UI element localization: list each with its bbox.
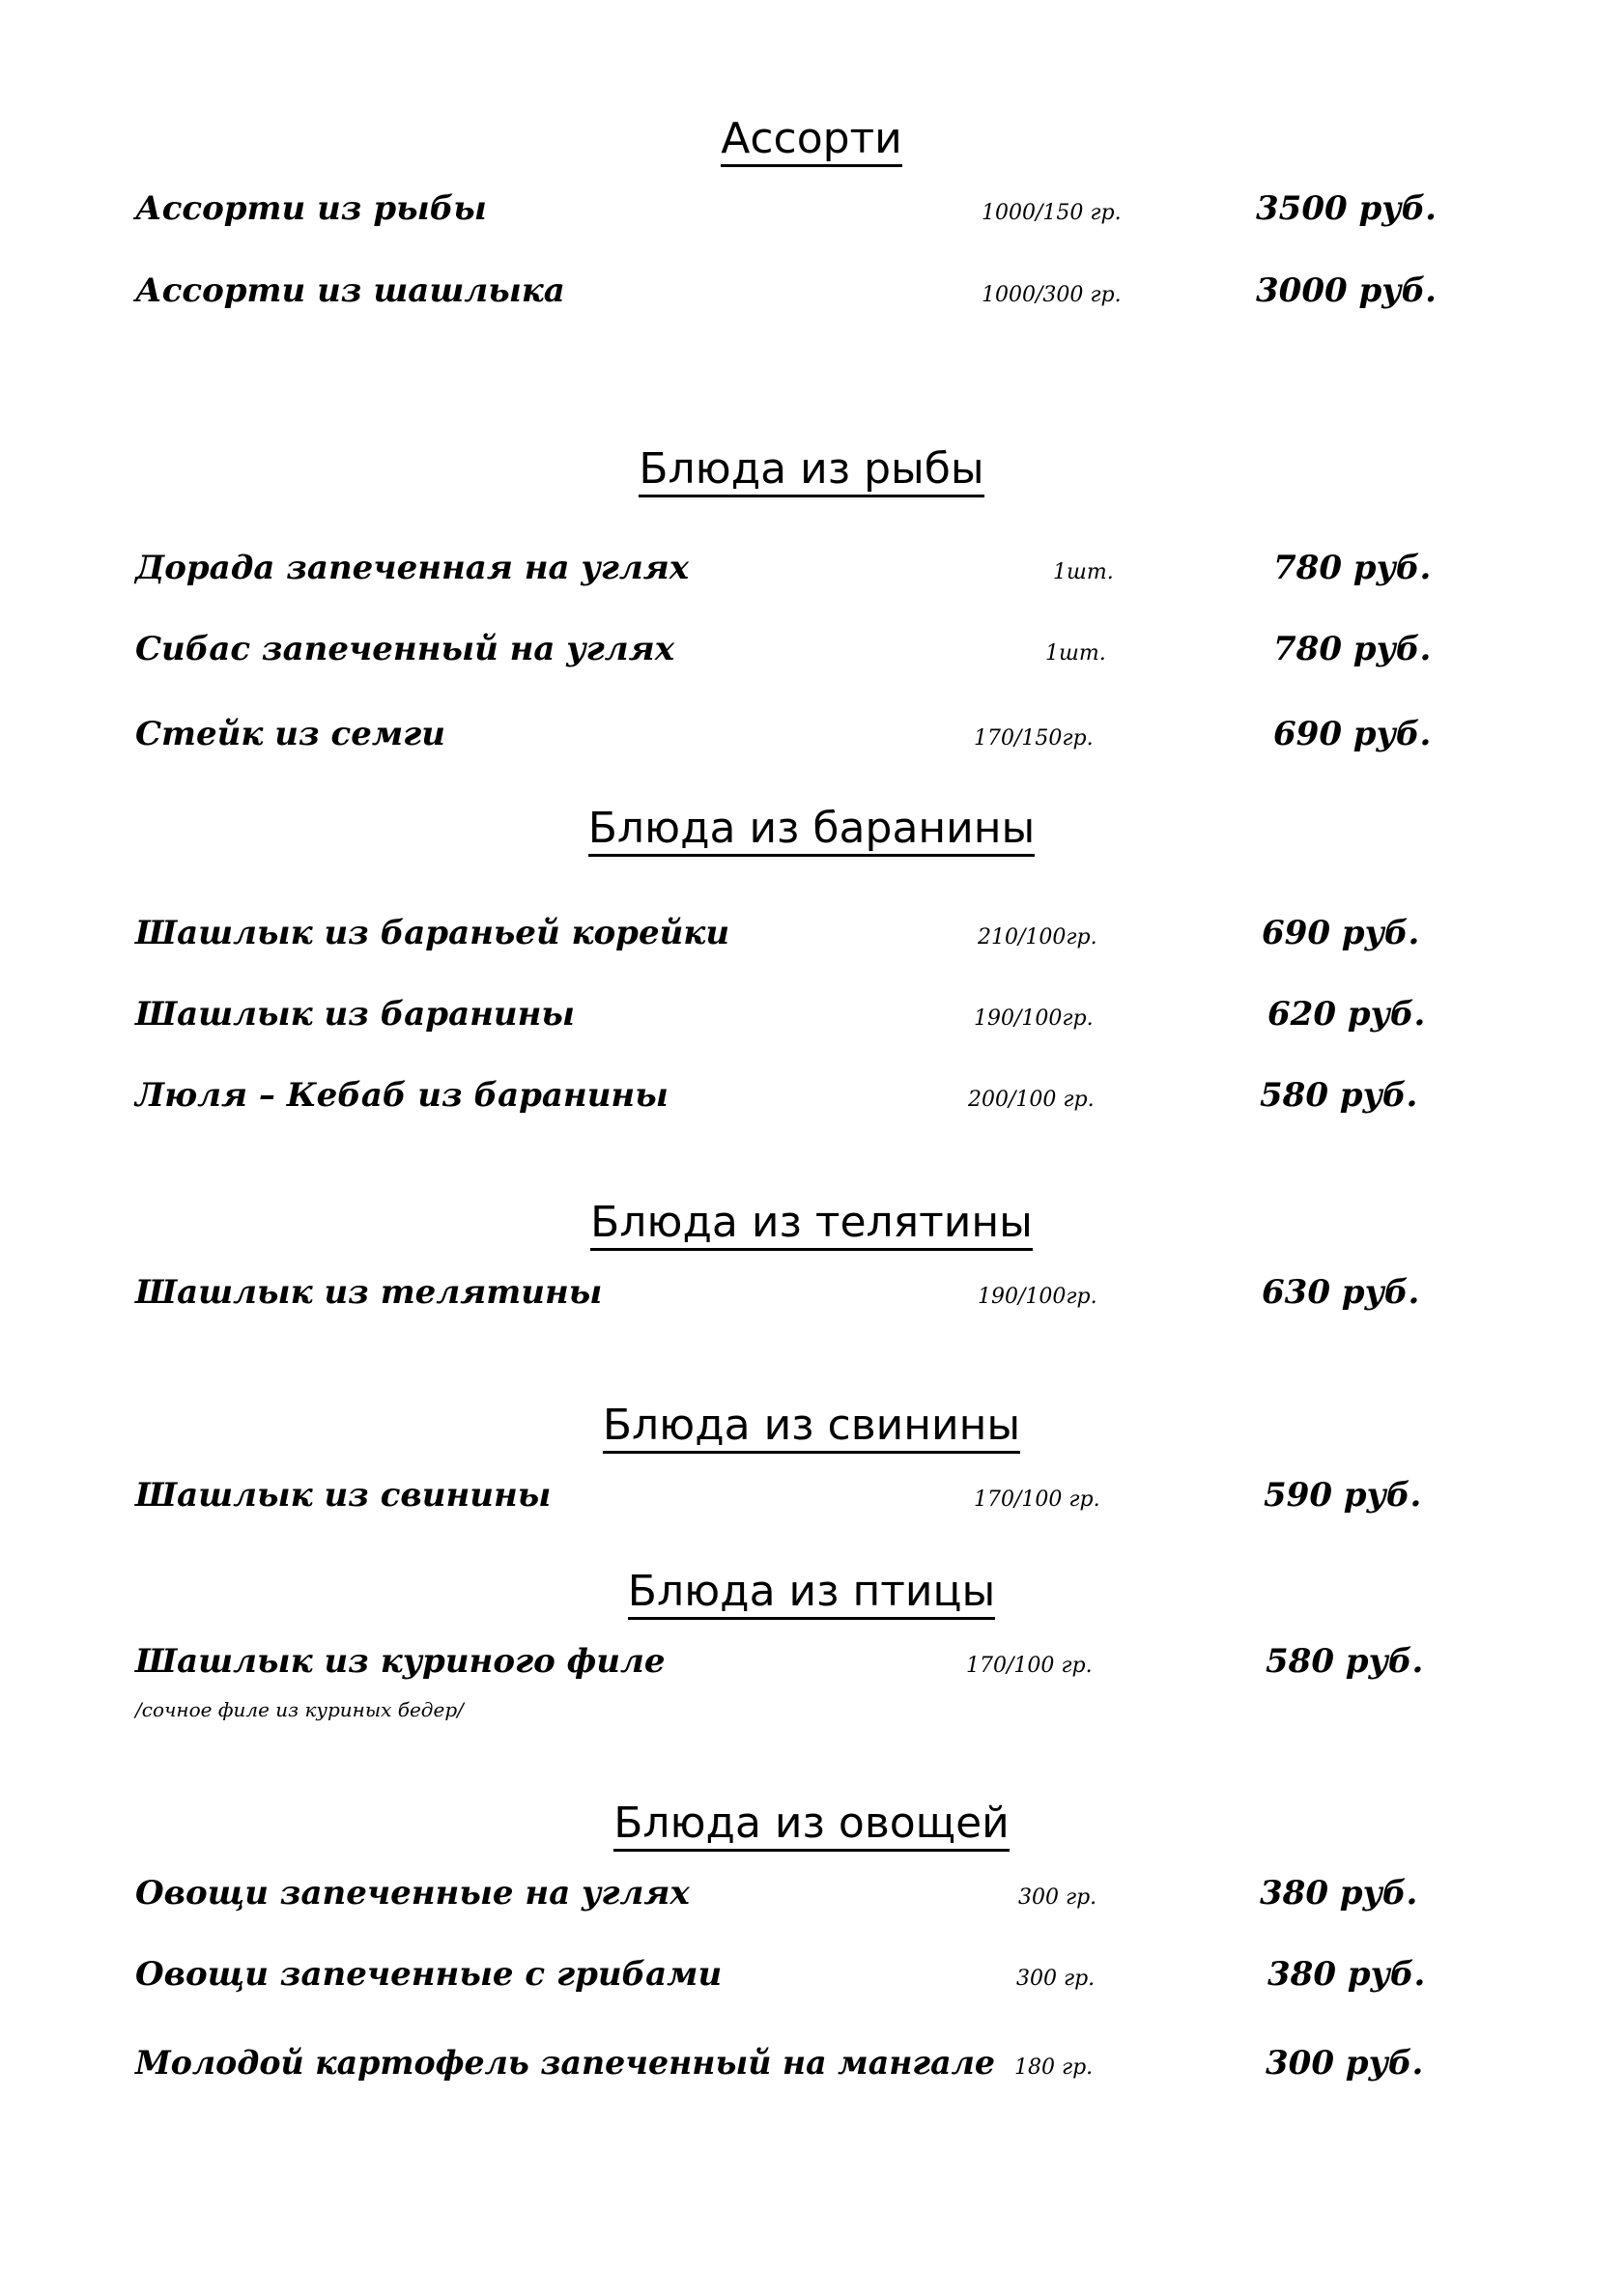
item-name: Молодой картофель запеченный на мангале <box>135 2044 995 2083</box>
item-weight: 180 гр. <box>1014 2055 1094 2080</box>
item-name: Овощи запеченные на углях <box>135 1874 690 1913</box>
item-price: 780 руб. <box>1273 630 1432 668</box>
item-name: Шашлык из баранины <box>135 995 575 1034</box>
menu-item <box>0 1642 1623 1700</box>
item-price: 380 руб. <box>1267 1955 1426 1994</box>
item-name: Овощи запеченные с грибами <box>135 1955 723 1994</box>
item-name: Ассорти из шашлыка <box>135 271 565 310</box>
item-weight: 190/100гр. <box>978 1285 1097 1309</box>
item-weight: 210/100гр. <box>978 925 1097 950</box>
item-price: 3500 руб. <box>1256 189 1437 228</box>
item-price: 580 руб. <box>1266 1642 1424 1681</box>
item-weight: 200/100 гр. <box>968 1088 1095 1112</box>
menu-item <box>0 914 1623 972</box>
item-price: 380 руб. <box>1260 1874 1418 1913</box>
item-weight: 1шт. <box>1053 560 1114 584</box>
item-weight: 190/100гр. <box>974 1006 1094 1031</box>
menu-item <box>0 1955 1623 2013</box>
item-name: Шашлык из куриного филе <box>135 1642 666 1681</box>
section-title-pork: Блюда из свинины <box>0 1404 1623 1454</box>
section-title-vegetables: Блюда из овощей <box>0 1802 1623 1852</box>
item-weight: 1000/300 гр. <box>982 283 1122 307</box>
menu-item <box>0 2044 1623 2102</box>
item-note: /сочное филе из куриных бедер/ <box>135 1698 464 1721</box>
item-weight: 300 гр. <box>1016 1967 1096 1991</box>
item-weight: 1шт. <box>1045 641 1106 666</box>
item-name: Шашлык из свинины <box>135 1476 552 1515</box>
item-weight: 170/100 гр. <box>966 1654 1093 1678</box>
item-weight: 170/150гр. <box>974 726 1094 751</box>
item-name: Дорада запеченная на углях <box>135 549 690 587</box>
item-price: 630 руб. <box>1262 1273 1420 1312</box>
item-price: 300 руб. <box>1266 2044 1424 2083</box>
item-name: Люля – Кебаб из баранины <box>135 1076 669 1115</box>
item-name: Сибас запеченный на углях <box>135 630 674 668</box>
item-price: 690 руб. <box>1262 914 1420 952</box>
item-name: Ассорти из рыбы <box>135 189 487 228</box>
section-title-assorti: Ассорти <box>0 118 1623 167</box>
item-weight: 300 гр. <box>1018 1885 1097 1910</box>
item-price: 690 руб. <box>1273 715 1432 753</box>
item-price: 780 руб. <box>1273 549 1432 587</box>
item-name: Стейк из семги <box>135 715 445 753</box>
section-title-poultry: Блюда из птицы <box>0 1571 1623 1620</box>
item-name: Шашлык из телятины <box>135 1273 603 1312</box>
menu-item <box>0 630 1623 688</box>
item-price: 620 руб. <box>1267 995 1426 1034</box>
menu-item <box>0 995 1623 1053</box>
menu-item <box>0 189 1623 247</box>
menu-item <box>0 1476 1623 1534</box>
section-title-lamb: Блюда из баранины <box>0 808 1623 857</box>
section-title-veal: Блюда из телятины <box>0 1202 1623 1251</box>
item-weight: 1000/150 гр. <box>982 201 1122 225</box>
item-price: 580 руб. <box>1260 1076 1418 1115</box>
menu-item <box>0 1076 1623 1134</box>
item-weight: 170/100 гр. <box>974 1488 1100 1512</box>
menu-item <box>0 271 1623 329</box>
item-price: 3000 руб. <box>1256 271 1437 310</box>
menu-item <box>0 1874 1623 1932</box>
menu-item <box>0 549 1623 607</box>
item-price: 590 руб. <box>1264 1476 1422 1515</box>
menu-item <box>0 715 1623 773</box>
section-title-fish: Блюда из рыбы <box>0 448 1623 497</box>
menu-item <box>0 1273 1623 1331</box>
item-name: Шашлык из бараньей корейки <box>135 914 730 952</box>
